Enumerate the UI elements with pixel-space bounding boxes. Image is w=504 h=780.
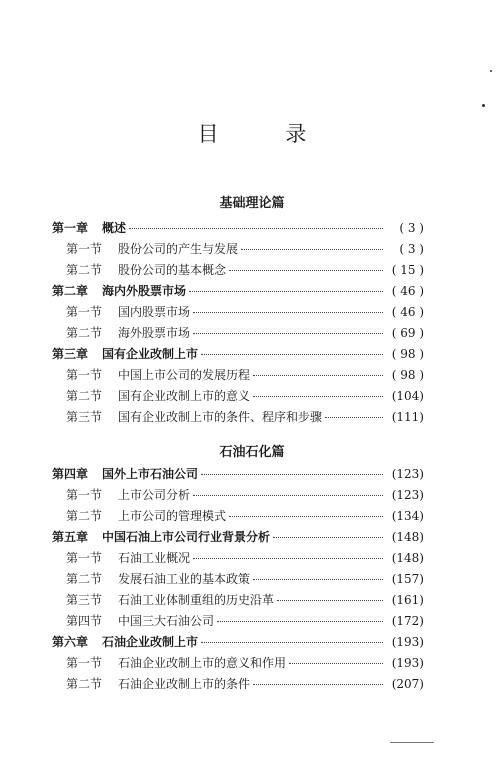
dot-leader — [129, 228, 383, 229]
toc-entry-label: 第一节 — [66, 242, 103, 256]
toc-entry-title: 石油企业改制上市 — [102, 635, 199, 649]
toc-entry-label: 第一章 — [52, 221, 89, 235]
toc-section-row — [52, 612, 424, 633]
toc-entry-label: 第一节 — [66, 551, 103, 565]
toc-page-number: ( 69 ) — [391, 326, 424, 340]
toc-entry-title: 中国三大石油公司 — [118, 614, 215, 628]
dot-leader — [193, 312, 383, 313]
toc-page-number: (123) — [391, 467, 424, 481]
toc-chapter-row — [52, 282, 424, 303]
dot-leader — [241, 249, 383, 250]
dot-leader — [189, 291, 383, 292]
toc-entry-label: 第三章 — [52, 347, 89, 361]
toc-page-number: (193) — [391, 656, 424, 670]
dot-leader — [217, 621, 383, 622]
toc-entry-label: 第二节 — [66, 509, 103, 523]
toc-page-number: (172) — [391, 614, 424, 628]
toc-section-row — [52, 675, 424, 696]
toc-page-number: (193) — [391, 635, 424, 649]
toc-entry-title: 国有企业改制上市的意义 — [118, 389, 251, 403]
toc-entry-label: 第一节 — [66, 368, 103, 382]
toc-entry-label: 第二节 — [66, 326, 103, 340]
toc-chapter-row — [52, 219, 424, 240]
toc-section-row — [52, 324, 424, 345]
toc-entry-title: 中国上市公司的发展历程 — [118, 368, 251, 382]
toc-section-row — [52, 654, 424, 675]
dot-leader — [201, 474, 383, 475]
toc-chapter-row — [52, 633, 424, 654]
dot-leader — [253, 396, 383, 397]
toc-entry-label: 第四节 — [66, 614, 103, 628]
toc-entry-label: 第二章 — [52, 284, 89, 298]
toc-entry-label: 第二节 — [66, 677, 103, 691]
dot-leader — [201, 642, 383, 643]
dot-leader — [273, 537, 383, 538]
toc-page-number: ( 15 ) — [391, 263, 424, 277]
dot-leader — [229, 270, 383, 271]
dot-leader — [253, 375, 383, 376]
toc-entry-title: 海内外股票市场 — [102, 284, 187, 298]
toc-page-number: ( 3 ) — [399, 242, 424, 256]
page-title: 目 录 — [197, 122, 337, 146]
toc-page-number: ( 98 ) — [391, 347, 424, 361]
toc-section-row — [52, 303, 424, 324]
toc-entry-title: 国有企业改制上市的条件、程序和步骤 — [118, 410, 323, 424]
toc-section-row — [52, 240, 424, 261]
dot-leader — [193, 333, 383, 334]
toc-entry-label: 第二节 — [66, 263, 103, 277]
dot-leader — [325, 417, 383, 418]
toc-page-number: (134) — [391, 509, 424, 523]
toc-entry-label: 第一节 — [66, 305, 103, 319]
toc-page-number: (123) — [391, 488, 424, 502]
toc-section-row — [52, 570, 424, 591]
toc-page-number: (207) — [391, 677, 424, 691]
toc-section-row — [52, 387, 424, 408]
scan-mark — [390, 742, 434, 743]
toc-chapter-row — [52, 528, 424, 549]
toc-page-number: (148) — [391, 551, 424, 565]
dot-leader — [193, 495, 383, 496]
toc-page-number: ( 3 ) — [399, 221, 424, 235]
toc-page-number: ( 46 ) — [391, 305, 424, 319]
toc-entry-title: 上市公司的管理模式 — [118, 509, 227, 523]
dot-leader — [289, 663, 383, 664]
toc-page-number: (111) — [391, 410, 424, 424]
toc-page-number: (161) — [391, 593, 424, 607]
section-heading: 石油石化篇 — [219, 445, 285, 460]
toc-entry-label: 第四章 — [52, 467, 89, 481]
toc-entry-title: 国外上市石油公司 — [102, 467, 199, 481]
dot-leader — [193, 558, 383, 559]
toc-entry-title: 国内股票市场 — [118, 305, 191, 319]
toc-entry-title: 上市公司分析 — [118, 488, 191, 502]
toc-entry-label: 第五章 — [52, 530, 89, 544]
dot-leader — [201, 354, 383, 355]
toc-section-row — [52, 507, 424, 528]
dot-leader — [253, 579, 383, 580]
scan-speck — [490, 70, 492, 72]
section-heading: 基础理论篇 — [219, 196, 285, 211]
toc-entry-label: 第一节 — [66, 488, 103, 502]
toc-entry-title: 石油企业改制上市的条件 — [118, 677, 251, 691]
toc-entry-title: 石油企业改制上市的意义和作用 — [118, 656, 287, 670]
toc-entry-title: 海外股票市场 — [118, 326, 191, 340]
toc-entry-title: 发展石油工业的基本政策 — [118, 572, 251, 586]
toc-entry-label: 第三节 — [66, 593, 103, 607]
dot-leader — [229, 516, 383, 517]
toc-chapter-row — [52, 465, 424, 486]
toc-section-row — [52, 366, 424, 387]
toc-entry-label: 第一节 — [66, 656, 103, 670]
toc-section-row — [52, 549, 424, 570]
toc-entry-title: 中国石油上市公司行业背景分析 — [102, 530, 271, 544]
toc-entry-label: 第三节 — [66, 410, 103, 424]
toc-entry-title: 股份公司的产生与发展 — [118, 242, 239, 256]
toc-page-number: (148) — [391, 530, 424, 544]
toc-section-row — [52, 261, 424, 282]
toc-entry-label: 第六章 — [52, 635, 89, 649]
toc-entry-label: 第二节 — [66, 572, 103, 586]
scan-speck — [482, 104, 485, 107]
toc-list — [52, 219, 424, 429]
toc-entry-title: 国有企业改制上市 — [102, 347, 199, 361]
toc-page-number: (157) — [391, 572, 424, 586]
toc-page-number: (104) — [391, 389, 424, 403]
dot-leader — [253, 684, 383, 685]
toc-entry-title: 石油工业概况 — [118, 551, 191, 565]
toc-entry-title: 概述 — [102, 221, 127, 235]
toc-list — [52, 465, 424, 696]
toc-section-row — [52, 591, 424, 612]
toc-page-number: ( 46 ) — [391, 284, 424, 298]
dot-leader — [277, 600, 383, 601]
toc-entry-title: 股份公司的基本概念 — [118, 263, 227, 277]
toc-section-row — [52, 408, 424, 429]
toc-chapter-row — [52, 345, 424, 366]
toc-entry-label: 第二节 — [66, 389, 103, 403]
toc-page-number: ( 98 ) — [391, 368, 424, 382]
toc-section-row — [52, 486, 424, 507]
toc-entry-title: 石油工业体制重组的历史沿革 — [118, 593, 275, 607]
